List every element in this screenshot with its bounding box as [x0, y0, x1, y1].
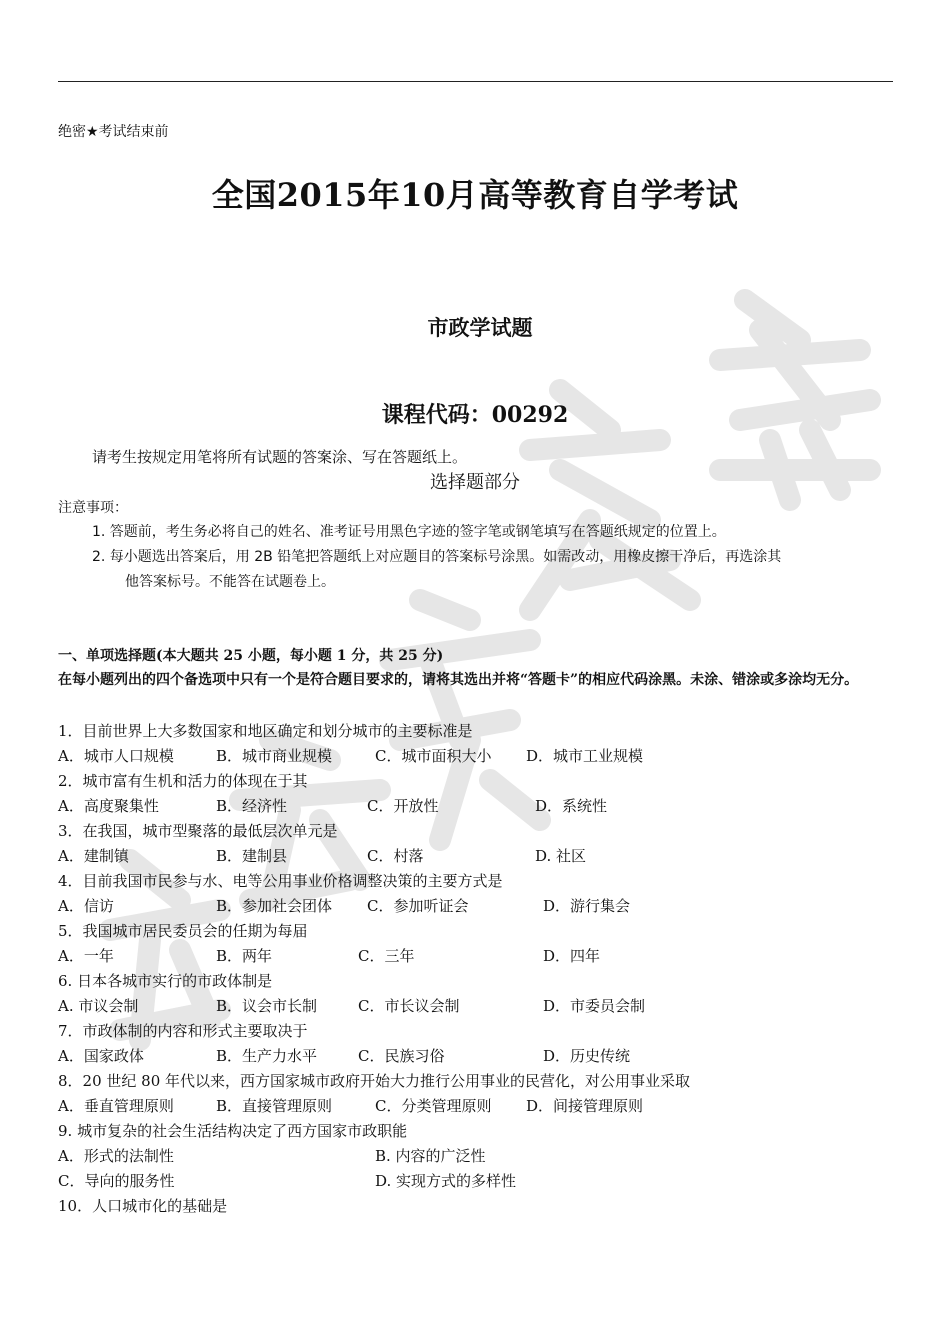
section-title: 选择题部分: [430, 472, 520, 493]
question-4-stem: 4．目前我国市民参与水、电等公用事业价格调整决策的主要方式是: [58, 872, 503, 890]
question-5-option-c: C．三年: [358, 947, 415, 965]
question-2-option-c: C．开放性: [367, 797, 439, 815]
question-1-option-c: C．城市面积大小: [375, 747, 492, 765]
question-7-option-d: D．历史传统: [543, 1047, 631, 1065]
question-3-stem: 3．在我国，城市型聚落的最低层次单元是: [58, 822, 338, 840]
question-9-option-c: C．导向的服务性: [58, 1172, 175, 1190]
question-1-option-b: B．城市商业规模: [216, 747, 333, 765]
notice-title: 注意事项：: [58, 500, 128, 516]
question-5-option-b: B．两年: [216, 947, 273, 965]
question-1-option-d: D．城市工业规模: [526, 747, 644, 765]
question-1-stem: 1．目前世界上大多数国家和地区确定和划分城市的主要标准是: [58, 722, 473, 740]
question-6-option-d: D．市委员会制: [543, 997, 646, 1015]
question-6-option-b: B．议会市长制: [216, 997, 318, 1015]
question-5-stem: 5．我国城市居民委员会的任期为每届: [58, 922, 308, 940]
question-3-option-c: C．村落: [367, 847, 424, 865]
question-9-option-d: D. 实现方式的多样性: [375, 1172, 517, 1190]
question-8-option-d: D．间接管理原则: [526, 1097, 644, 1115]
subject-title: 市政学试题: [427, 315, 533, 340]
question-7-option-c: C．民族习俗: [358, 1047, 445, 1065]
part1-title: 一、单项选择题(本大题共 25 小题，每小题 1 分，共 25 分): [58, 648, 444, 664]
question-4-option-b: B．参加社会团体: [216, 897, 333, 915]
question-3-option-a: A．建制镇: [58, 847, 129, 865]
part1-description: 在每小题列出的四个备选项中只有一个是符合题目要求的，请将其选出并将“答题卡”的相应代码涂黑。未涂、错涂或多涂均无分。: [58, 672, 859, 688]
notice-item-2-cont: 他答案标号。不能答在试题卷上。: [125, 574, 335, 590]
question-3-option-b: B．建制县: [216, 847, 288, 865]
question-8-option-b: B．直接管理原则: [216, 1097, 333, 1115]
question-9-option-b: B. 内容的广泛性: [375, 1147, 486, 1165]
question-4-option-a: A．信访: [58, 897, 114, 915]
question-5-option-d: D．四年: [543, 947, 601, 965]
course-code: 课程代码：00292: [381, 402, 569, 428]
question-7-option-b: B．生产力水平: [216, 1047, 318, 1065]
question-6-option-a: A. 市议会制: [58, 997, 139, 1015]
question-2-option-d: D．系统性: [535, 797, 608, 815]
secret-mark: 绝密★考试结束前: [58, 124, 169, 140]
question-7-stem: 7．市政体制的内容和形式主要取决于: [58, 1022, 308, 1040]
question-2-option-a: A．高度聚集性: [58, 797, 159, 815]
question-8-option-c: C．分类管理原则: [375, 1097, 492, 1115]
question-4-option-d: D．游行集会: [543, 897, 631, 915]
question-5-option-a: A．一年: [58, 947, 114, 965]
question-7-option-a: A．国家政体: [58, 1047, 144, 1065]
instruction-text: 请考生按规定用笔将所有试题的答案涂、写在答题纸上。: [92, 448, 468, 466]
question-3-option-d: D. 社区: [535, 847, 587, 865]
notice-item-2: 2. 每小题选出答案后，用 2B 铅笔把答题纸上对应题目的答案标号涂黑。如需改动，用橡皮擦干净后，再选涂其: [92, 549, 782, 565]
question-4-option-c: C．参加听证会: [367, 897, 469, 915]
question-1-option-a: A．城市人口规模: [58, 747, 174, 765]
question-10-stem: 10．人口城市化的基础是: [58, 1197, 228, 1215]
question-2-stem: 2．城市富有生机和活力的体现在于其: [58, 772, 308, 790]
question-2-option-b: B．经济性: [216, 797, 288, 815]
question-8-stem: 8．20 世纪 80 年代以来，西方国家城市政府开始大力推行公用事业的民营化，对公用事业采取: [58, 1072, 691, 1090]
header-rule: [58, 81, 893, 82]
notice-item-1: 1. 答题前，考生务必将自己的姓名、准考证号用黑色字迹的签字笔或钢笔填写在答题纸规定的位置上。: [92, 524, 726, 540]
question-9-stem: 9. 城市复杂的社会生活结构决定了西方国家市政职能: [58, 1122, 408, 1140]
question-6-stem: 6. 日本各城市实行的市政体制是: [58, 972, 273, 990]
question-6-option-c: C．市长议会制: [358, 997, 460, 1015]
exam-title: 全国2015年10月高等教育自学考试: [211, 176, 739, 214]
question-9-option-a: A．形式的法制性: [58, 1147, 174, 1165]
question-8-option-a: A．垂直管理原则: [58, 1097, 174, 1115]
